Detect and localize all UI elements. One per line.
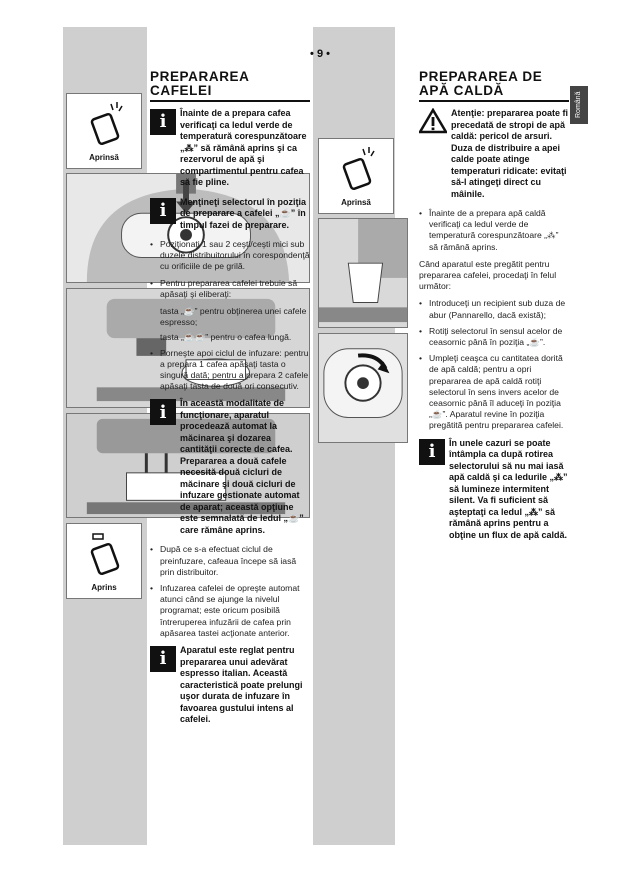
instruction-list [150,348,310,393]
instruction-list [419,208,569,253]
page-number: • 9 • [310,48,330,60]
note-text: Înainte de a prepara cafea verificaţi ca ledul verde de temperatură corespunzătoare „⁂” să rămână aprins şi ca rezervorul de apă şi compartimentul pentru cafea să fie pline. [180,108,307,187]
sub-item: tasta „☕☕” pentru o cafea lungă. [160,332,292,343]
list-item: • Infuzarea cafelei de opreşte automat atunci când se ajunge la nivelul programat; este oricum posibilă întreruperea infuzării de cafea prin apăsarea tastei acţionate anterior. [150,583,310,639]
list-item: • Rotiţi selectorul în sensul acelor de ceasornic până în poziţia „☕”. [419,326,569,348]
instruction-list [419,298,569,431]
sub-item: tasta „☕” pentru obţinerea unei cafele espresso; [160,306,307,328]
note-text: În unele cazuri se poate întâmpla ca după rotirea selectorului să nu mai iasă apă caldă şi ca ledurile „⁂” să lumineze intermitent silent. Va fi suficient să aşteptaţi ca ledul „⁂” să rămână aprins pentru a obţine un flux de apă caldă. [449,437,568,540]
paragraph: Când aparatul este pregătit pentru prepararea cafelei, procedaţi în felul următor: [419,258,557,292]
left-text-column [150,70,310,734]
led-indicator-icon [319,139,395,199]
hot-water-cup-photo [318,218,408,328]
info-icon: i [150,399,176,425]
right-text-column [419,70,569,549]
led-indicator-icon [67,524,143,584]
indicator-panel-bottom [66,523,142,599]
instruction-list [150,239,310,300]
info-note [150,108,310,189]
info-note [150,197,310,232]
indicator-panel-top [66,93,142,169]
indicator-label: Aprinsă [89,153,119,162]
language-tab: Română [570,86,588,124]
title-rule [150,100,310,102]
info-note [150,645,310,726]
info-icon: i [150,646,176,672]
selector-dial-photo [318,333,408,443]
indicator-label: Aprinsă [341,198,371,207]
info-icon: i [150,109,176,135]
warning-icon [419,108,447,134]
list-item: • Porneşte apoi ciclul de infuzare: pentru a prepara 1 cafea apăsaţi tasta o singură dată; pentru a prepara 2 cafele apăsaţi tasta de două ori consecutiv. [150,348,310,393]
list-item: • Pentru prepararea cafelei trebuie să apăsaţi şi eliberaţi: [150,278,310,300]
section-title-hot-water: PREPARAREA DE APĂ CALDĂ [419,69,543,98]
list-item: • Înainte de a prepara apă caldă verificaţi ca ledul verde de temperatură corespunzătoare „⁂” să rămână aprins. [419,208,569,253]
instruction-list [150,544,310,639]
led-indicator-icon [67,94,143,154]
warning-text: Atenţie: prepararea poate fi precedată de stropi de apă caldă: pericol de arsuri. Duza de distribuire a apei calde poate atinge temperaturi ridicate: evitaţi să-l atingeţi direct cu mâinile. [451,108,569,199]
note-text: Menţineţi selectorul în poziţia de preparare a cafelei „☕” în timpul fazei de preparare. [180,196,307,230]
warning-note [419,108,569,200]
info-icon: i [150,198,176,224]
section-title-coffee: PREPARAREA CAFELEI [150,69,250,98]
note-text: În această modalitate de funcţionare, aparatul procedează automat la măcinarea şi dozarea cantităţii corecte de cafea. Prepararea a două cafele necesită două cicluri de măcinare şi două cicluri de infuzare gestionate automat de aparat; această opţiune este semnalată de ledul „☕” care rămâne aprins. [180,398,304,535]
title-rule [419,100,569,102]
list-item: • Umpleţi ceaşca cu cantitatea dorită de apă caldă; pentru a opri prepararea de apă caldă rotiţi selectorul în sens invers acelor de ceasornic până îl aduceţi în poziţia „☕”. Aparatul revine în poziţia pregătită pentru prepararea cafelei. [419,353,569,431]
info-note [150,398,310,536]
info-icon: i [419,439,445,465]
indicator-label: Aprins [91,583,117,592]
indicator-panel-right [318,138,394,214]
list-item: • Poziţionaţi 1 sau 2 ceşti/ceşti mici sub duzele distribuitorului în corespondenţă cu orificiile de pe grilă. [150,239,310,273]
note-text: Aparatul este reglat pentru prepararea unui adevărat espresso italian. Această caracteristică poate prelungi uşor durata de infuzare în favoarea gustului intens al cafelei. [180,645,303,725]
list-item: • Introduceţi un recipient sub duza de abur (Pannarello, dacă există); [419,298,569,320]
list-item: • După ce s-a efectuat ciclul de preinfuzare, cafeaua începe să iasă prin distribuitor. [150,544,310,578]
info-note [419,438,569,542]
